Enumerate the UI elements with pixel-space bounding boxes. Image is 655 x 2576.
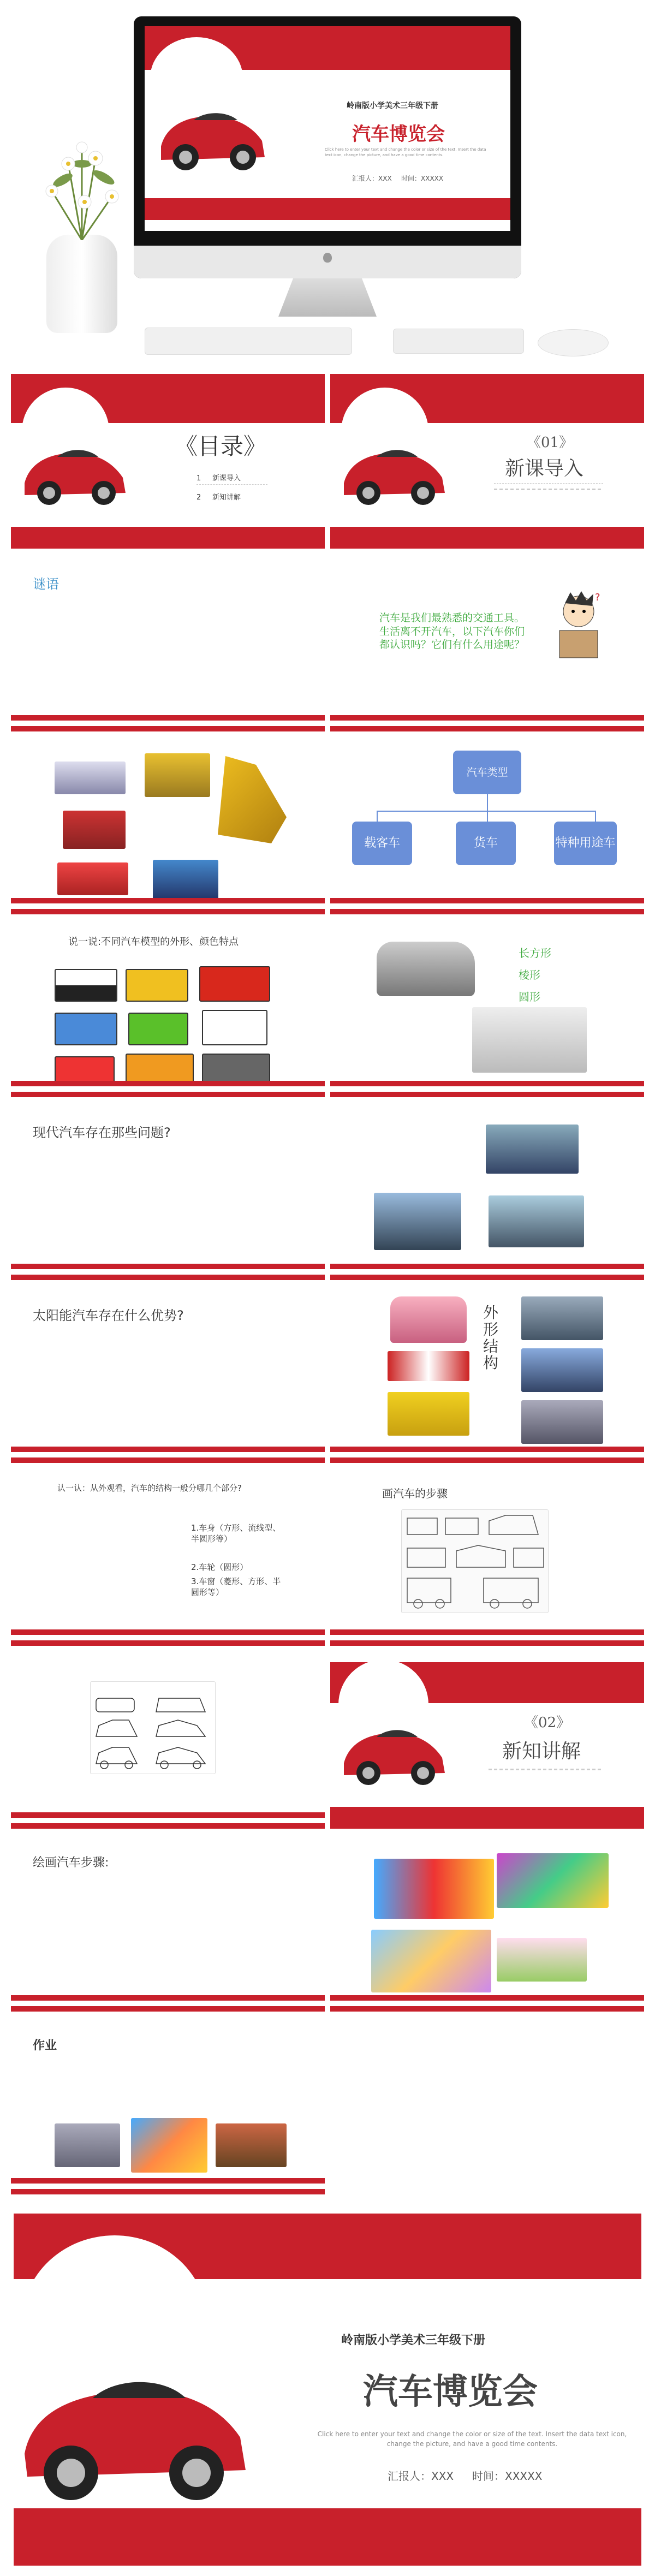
toy-pickup [202, 1054, 270, 1084]
flowers [30, 131, 134, 240]
painting-steps-title: 绘画汽车步骤: [33, 1856, 109, 1870]
car-type-passenger: 载客车 [352, 822, 412, 865]
toc-item-2 [196, 491, 241, 502]
toy-truck [126, 1054, 194, 1084]
car-type-cargo: 货车 [456, 822, 516, 865]
homework-title: 作业 [33, 2039, 57, 2053]
slide-children-paintings [330, 1837, 644, 2012]
shape-structure-label: 外形结构 [483, 1304, 499, 1372]
red-car-image [19, 429, 128, 510]
cover-time: 时间：XXXXX [401, 175, 444, 182]
painting-4 [497, 1938, 587, 1982]
section-number: 《01》 [527, 435, 574, 451]
cover-big-slide [14, 2214, 641, 2566]
riddle-label: 谜语 [33, 576, 59, 592]
sketch-steps-image [401, 1509, 549, 1613]
solar-title: 太阳能汽车存在什么优势? [33, 1308, 184, 1323]
painting-3 [371, 1930, 491, 1992]
slide-blank [330, 2020, 644, 2194]
excavator-image [210, 756, 287, 843]
thumb-right-3 [521, 1400, 603, 1444]
homework-image-2 [131, 2118, 207, 2173]
shape-rhombus: 棱形 [519, 968, 540, 981]
structure-title: 认一认：从外观看，汽车的结构一般分哪几个部分? [57, 1483, 242, 1493]
slide-homework [11, 2020, 325, 2194]
slide-drawing-sheet [11, 1654, 325, 1829]
cover-subtitle: 岭南版小学美术三年级下册 [341, 2334, 486, 2347]
toy-red-car [55, 1056, 115, 1084]
red-car-image [338, 1709, 448, 1790]
mouse [538, 329, 609, 356]
toc-item-num: 2 [196, 493, 201, 502]
shape-rectangle: 长方形 [519, 947, 551, 960]
cover-title: 汽车博览会 [363, 2372, 538, 2412]
concept-car-image-3 [489, 1195, 584, 1247]
cover-reporter: 汇报人：XXX [388, 2470, 454, 2483]
red-car-image [338, 429, 448, 510]
slide-draw-steps [330, 1471, 644, 1646]
toc-title: 《目录》 [175, 433, 267, 460]
cover-small-slide [145, 26, 510, 231]
bus-image [57, 862, 128, 895]
section-title: 新知讲解 [502, 1740, 581, 1763]
slide-riddle-text [330, 557, 644, 731]
bulldozer-image [145, 753, 210, 797]
painting-1 [374, 1859, 494, 1919]
cartoon-boy-image [549, 590, 609, 661]
slide-section-2 [330, 1654, 644, 1829]
concept-car-image-1 [486, 1125, 579, 1174]
slide-toc [11, 374, 325, 549]
monitor-stand [278, 278, 377, 317]
toy-taxi [126, 969, 188, 1002]
observe-title: 说一说:不同汽车模型的外形、颜色特点 [68, 936, 239, 948]
slide-solar [11, 1288, 325, 1463]
slide-vehicle-photos [11, 740, 325, 914]
slide-future-cars [330, 1105, 644, 1280]
flower-vase [46, 235, 117, 333]
race-car-image [388, 1351, 469, 1381]
red-car-image [16, 2334, 251, 2508]
cover-desc: Click here to enter your text and change the color or size of the text. Insert the data text icon, change the picture, and have a good time contents. [317, 2430, 627, 2448]
sedan-image [63, 811, 126, 849]
thumb-right-2 [521, 1348, 603, 1392]
car-type-special: 特种用途车 [554, 822, 617, 865]
monitor-scene [0, 0, 655, 371]
problem-title: 现代汽车存在那些问题? [33, 1125, 171, 1140]
section-number: 《02》 [524, 1715, 571, 1731]
toc-item-num: 1 [196, 474, 201, 483]
homework-image-1 [55, 2123, 120, 2167]
slide-section-1 [330, 374, 644, 549]
toc-item-label: 新知讲解 [212, 493, 241, 502]
painting-2 [497, 1853, 609, 1908]
red-car-image [156, 86, 270, 179]
toy-bus [55, 1013, 117, 1045]
slide-problem [11, 1105, 325, 1280]
cover-time: 时间：XXXXX [472, 2470, 543, 2483]
slide-riddle [11, 557, 325, 731]
pink-car-image [390, 1296, 467, 1343]
cover-reporter: 汇报人：XXX [352, 175, 392, 182]
homework-image-3 [216, 2123, 287, 2167]
car-types-root: 汽车类型 [453, 751, 521, 794]
keyboard [145, 328, 352, 355]
minivan-image [377, 942, 475, 996]
cover-subtitle: 岭南版小学美术三年级下册 [347, 102, 438, 110]
slide-observe [11, 923, 325, 1097]
slide-shapes [330, 923, 644, 1097]
section-title: 新课导入 [505, 457, 584, 480]
toc-item-label: 新课导入 [212, 474, 241, 483]
toy-ambulance [202, 1010, 267, 1045]
structure-item-3: 3.车窗（菱形、方形、半圆形等） [191, 1576, 281, 1597]
toc-item-1 [196, 472, 241, 483]
riddle-text: 汽车是我们最熟悉的交通工具。生活离不开汽车，以下汽车你们都认识吗？它们有什么用途呢？ [379, 612, 525, 651]
trackpad [393, 329, 524, 354]
concept-car-image-2 [374, 1193, 461, 1250]
car-drawing-steps-image [90, 1681, 216, 1774]
thumb-right-1 [521, 1296, 603, 1340]
svg-text:?: ? [595, 592, 600, 603]
slide-car-types [330, 740, 644, 914]
shape-circle: 圆形 [519, 990, 540, 1003]
box-truck-image [472, 1007, 587, 1073]
structure-item-2: 2.车轮（圆形） [191, 1562, 248, 1572]
slide-painting-steps [11, 1837, 325, 2012]
slide-shape-structure [330, 1288, 644, 1463]
toy-green-car [128, 1013, 188, 1045]
structure-item-1: 1.车身（方形、流线型、半圆形等） [191, 1523, 281, 1544]
truck-image [55, 762, 126, 794]
slide-structure [11, 1471, 325, 1646]
toy-police-car [55, 969, 117, 1002]
school-bus-image [388, 1392, 469, 1436]
blue-truck-image [153, 860, 218, 901]
cover-title: 汽车博览会 [352, 123, 445, 145]
cover-desc: Click here to enter your text and change the color or size of the text. Insert the data text icon, change the picture, and have a good time contents. [325, 147, 486, 157]
draw-steps-title: 画汽车的步骤 [382, 1487, 448, 1500]
apple-logo-icon [323, 253, 332, 263]
toy-fire-truck [199, 966, 270, 1002]
